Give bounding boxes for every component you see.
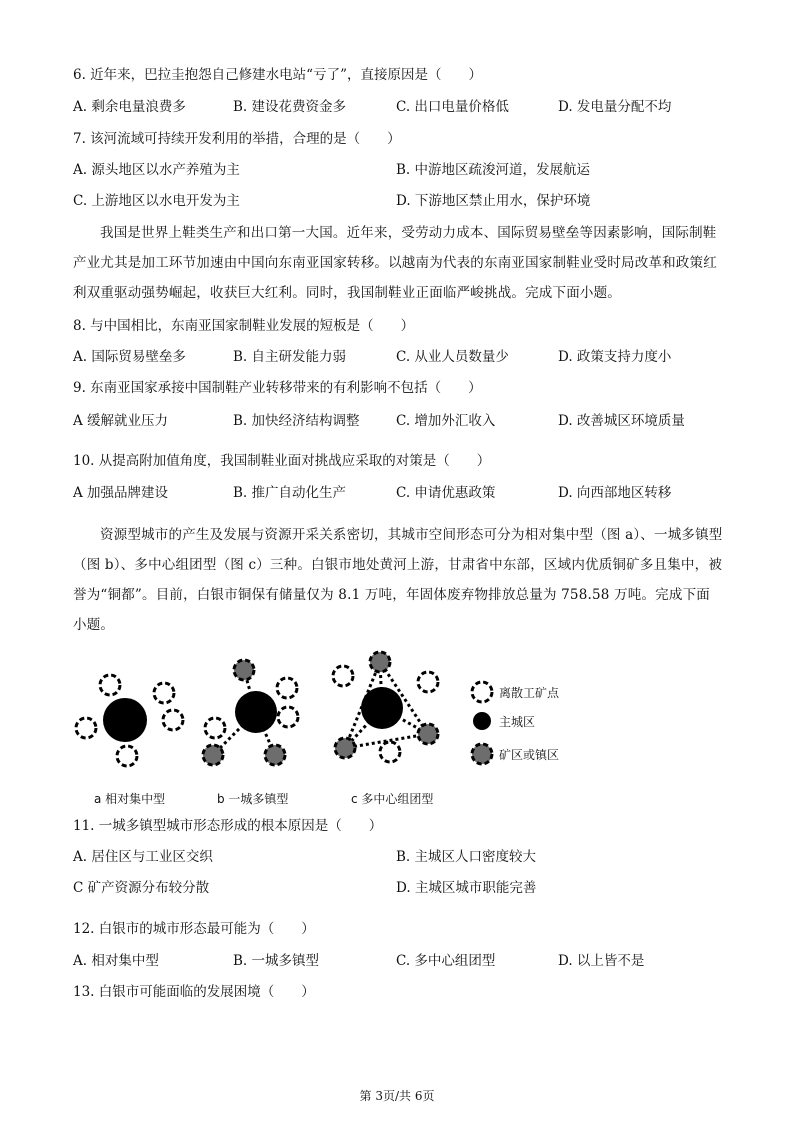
town-circle: [234, 660, 254, 680]
passage-resource-city: [73, 520, 723, 640]
legend-scattered-mine-symbol: [472, 682, 492, 702]
caption-c: c 多中心组团型: [351, 792, 434, 806]
q10-option-a: A 加强品牌建设: [73, 485, 169, 501]
scattered-mine-circle: [333, 666, 353, 686]
scattered-mine-circle: [154, 683, 174, 703]
q6-option-d: D. 发电量分配不均: [558, 99, 672, 115]
legend-label-scattered-mine: 离散工矿点: [499, 686, 560, 700]
q9-option-c: C. 增加外汇收入: [396, 413, 496, 429]
legend-label-town: 矿区或镇区: [499, 748, 560, 762]
passage-shoe-industry: [73, 218, 723, 308]
scattered-mine-circle: [76, 718, 96, 738]
q10-stem: 10. 从提高附加值角度，我国制鞋业面对挑战应采取的对策是（ ）: [73, 453, 491, 469]
diagram-c-multi-center-cluster: [333, 652, 438, 762]
q8-option-a: A. 国际贸易壁垒多: [73, 349, 186, 365]
q13-stem: 13. 白银市可能面临的发展困境（ ）: [73, 984, 315, 1000]
q7-option-d: D. 下游地区禁止用水，保护环境: [396, 193, 591, 209]
q9-option-a: A 缓解就业压力: [73, 413, 169, 429]
q11-option-a: A. 居住区与工业区交织: [73, 849, 213, 865]
q7-option-b: B. 中游地区疏浚河道，发展航运: [396, 162, 591, 178]
scattered-mine-circle: [418, 672, 438, 692]
legend-main-city-symbol: [473, 712, 491, 730]
q10-option-b: B. 推广自动化生产: [233, 485, 347, 501]
caption-a: a 相对集中型: [94, 792, 166, 806]
town-circle: [335, 738, 355, 758]
main-city-circle: [103, 698, 147, 742]
town-circle: [370, 652, 390, 672]
main-city-circle: [361, 687, 403, 729]
scattered-mine-circle: [205, 718, 225, 738]
q8-option-c: C. 从业人员数量少: [396, 349, 509, 365]
scattered-mine-circle: [277, 678, 297, 698]
q12-option-d: D. 以上皆不是: [558, 953, 645, 969]
town-circle: [265, 745, 285, 765]
diagram-a-relative-concentrated: [76, 675, 183, 766]
q10-option-d: D. 向西部地区转移: [558, 485, 672, 501]
q12-option-a: A. 相对集中型: [73, 953, 159, 969]
q11-option-c: C 矿产资源分布较分散: [73, 880, 210, 896]
scattered-mine-circle: [117, 746, 137, 766]
diagram-b-one-city-multi-towns: [203, 660, 298, 765]
q7-option-a: A. 源头地区以水产养殖为主: [73, 162, 240, 178]
q6-stem: 6. 近年来，巴拉圭抱怨自己修建水电站“亏了”，直接原因是（ ）: [73, 67, 482, 83]
scattered-mine-circle: [278, 707, 298, 727]
q12-option-c: C. 多中心组团型: [396, 953, 496, 969]
main-city-circle: [235, 691, 277, 733]
q9-stem: 9. 东南亚国家承接中国制鞋产业转移带来的有利影响不包括（ ）: [73, 380, 482, 396]
legend: [472, 682, 492, 764]
q7-stem: 7. 该河流域可持续开发利用的举措，合理的是（ ）: [73, 131, 401, 147]
legend-label-main-city: 主城区: [499, 715, 536, 729]
q9-option-b: B. 加快经济结构调整: [233, 413, 360, 429]
scattered-mine-circle: [380, 742, 400, 762]
q11-option-b: B. 主城区人口密度较大: [396, 849, 537, 865]
q12-stem: 12. 白银市的城市形态最可能为（ ）: [73, 921, 315, 937]
legend-town-symbol: [472, 744, 492, 764]
q11-option-d: D. 主城区城市职能完善: [396, 880, 537, 896]
scattered-mine-circle: [100, 675, 120, 695]
scattered-mine-circle: [163, 710, 183, 730]
passage-resource-city-text: 资源型城市的产生及发展与资源开采关系密切，其城市空间形态可分为相对集中型（图 a）、一城多镇型（图 b）、多中心组团型（图 c）三种。白银市地处黄河上游，甘肃省中东部，区域内优质铜矿多且集中，被誉为“铜都”。目前，白银市铜保有储量仅为 8.1 万吨，年固体废弃物排放总量为 758.58 万吨。完成下面小题。: [73, 527, 723, 633]
town-circle: [418, 724, 438, 744]
q8-option-b: B. 自主研发能力弱: [233, 349, 347, 365]
q10-option-c: C. 申请优惠政策: [396, 485, 496, 501]
town-circle: [203, 745, 223, 765]
q12-option-b: B. 一城多镇型: [233, 953, 320, 969]
q6-option-a: A. 剩余电量浪费多: [73, 99, 186, 115]
q8-option-d: D. 政策支持力度小: [558, 349, 672, 365]
q11-stem: 11. 一城多镇型城市形态形成的根本原因是（ ）: [73, 818, 383, 834]
q7-option-c: C. 上游地区以水电开发为主: [73, 193, 240, 209]
q6-option-c: C. 出口电量价格低: [396, 99, 509, 115]
q8-stem: 8. 与中国相比，东南亚国家制鞋业发展的短板是（ ）: [73, 318, 415, 334]
page-footer: 第 3页/共 6页: [359, 1089, 435, 1103]
passage-shoe-industry-text: 我国是世界上鞋类生产和出口第一大国。近年来，受劳动力成本、国际贸易壁垒等因素影响，国际制鞋产业尤其是加工环节加速由中国向东南亚国家转移。以越南为代表的东南亚国家制鞋业受时局改革和政策红利双重驱动强势崛起，收获巨大红利。同时，我国制鞋业正面临严峻挑战。完成下面小题。: [73, 225, 717, 301]
q6-option-b: B. 建设花费资金多: [233, 99, 347, 115]
caption-b: b 一城多镇型: [217, 792, 289, 806]
q9-option-d: D. 改善城区环境质量: [558, 413, 685, 429]
